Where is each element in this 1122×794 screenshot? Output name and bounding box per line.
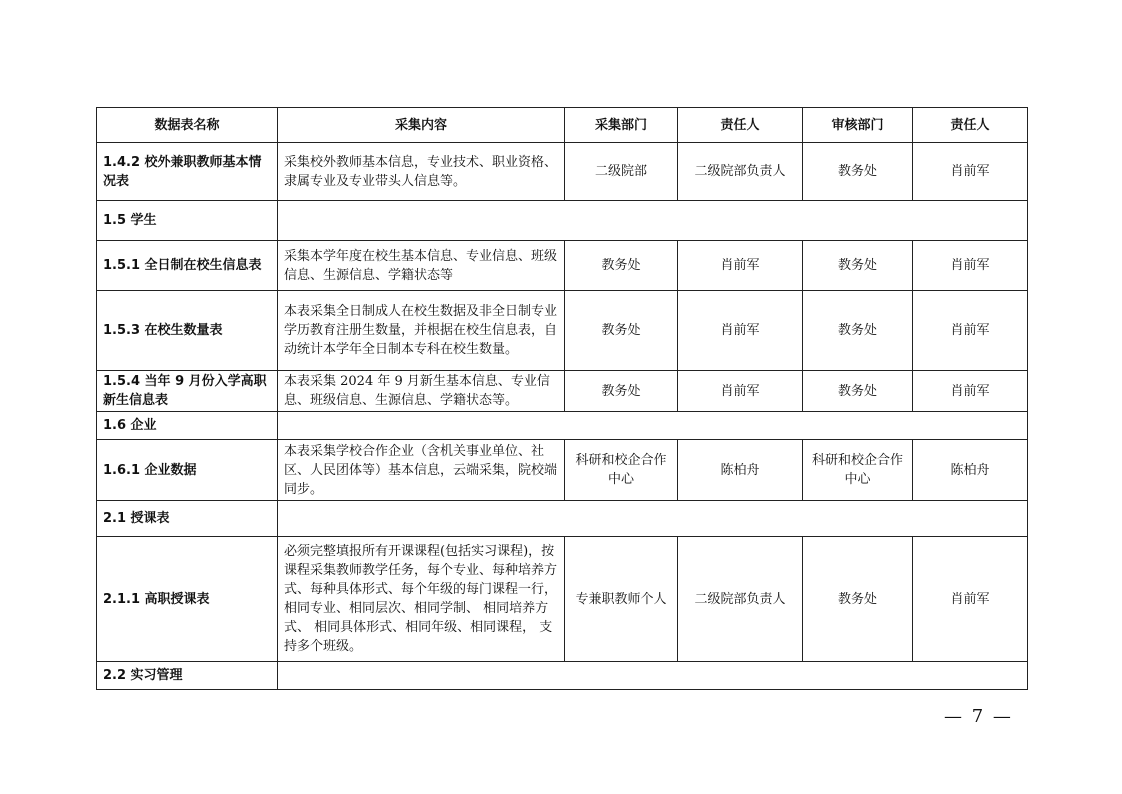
section-empty-cell [278,662,1028,690]
section-title: 1.5 学生 [97,201,278,241]
row-content: 必须完整填报所有开课课程(包括实习课程)，按课程采集教师教学任务，每个专业、每种培养方式、每种具体形式、每个年级的每门课程一行，相同专业、相同层次、相同学制、 相同培养方式、 相同具体形式、相同年级、相同课程， 支持多个班级。 [278,537,565,662]
table-row [97,440,1028,501]
section-row [97,501,1028,537]
row-name: 1.5.3 在校生数量表 [97,291,278,371]
row-name: 1.5.1 全日制在校生信息表 [97,241,278,291]
row-reviewer: 陈柏舟 [913,440,1028,501]
section-empty-cell [278,201,1028,241]
section-title: 2.2 实习管理 [97,662,278,690]
section-title: 1.6 企业 [97,412,278,440]
row-reviewer: 肖前军 [913,291,1028,371]
row-owner: 肖前军 [678,371,803,412]
row-reviewer: 肖前军 [913,241,1028,291]
row-name: 1.5.4 当年 9 月份入学高职新生信息表 [97,371,278,412]
header-content: 采集内容 [278,108,565,143]
row-collect-dept: 教务处 [565,371,678,412]
header-collect-dept: 采集部门 [565,108,678,143]
table-row [97,537,1028,662]
row-reviewer: 肖前军 [913,537,1028,662]
row-review-dept: 教务处 [803,241,913,291]
row-content: 本表采集全日制成人在校生数据及非全日制专业学历教育注册生数量，并根据在校生信息表，自动统计本学年全日制本专科在校生数量。 [278,291,565,371]
section-empty-cell [278,412,1028,440]
row-collect-dept: 二级院部 [565,143,678,201]
row-review-dept: 教务处 [803,537,913,662]
table-row [97,291,1028,371]
table-row [97,371,1028,412]
table-row [97,143,1028,201]
row-reviewer: 肖前军 [913,143,1028,201]
row-collect-dept: 教务处 [565,241,678,291]
row-name: 1.6.1 企业数据 [97,440,278,501]
row-collect-dept: 科研和校企合作中心 [565,440,678,501]
header-review-dept: 审核部门 [803,108,913,143]
header-table-name: 数据表名称 [97,108,278,143]
row-content: 本表采集 2024 年 9 月新生基本信息、专业信息、班级信息、生源信息、学籍状态等。 [278,371,565,412]
row-owner: 肖前军 [678,241,803,291]
row-collect-dept: 教务处 [565,291,678,371]
section-row [97,412,1028,440]
header-reviewer: 责任人 [913,108,1028,143]
row-review-dept: 教务处 [803,371,913,412]
row-owner: 陈柏舟 [678,440,803,501]
header-owner: 责任人 [678,108,803,143]
row-collect-dept: 专兼职教师个人 [565,537,678,662]
row-content: 采集本学年度在校生基本信息、专业信息、班级信息、生源信息、学籍状态等 [278,241,565,291]
row-owner: 二级院部负责人 [678,143,803,201]
row-content: 本表采集学校合作企业（含机关事业单位、社区、人民团体等）基本信息，云端采集，院校端同步。 [278,440,565,501]
row-review-dept: 教务处 [803,143,913,201]
section-row [97,201,1028,241]
row-review-dept: 教务处 [803,291,913,371]
section-empty-cell [278,501,1028,537]
row-name: 2.1.1 高职授课表 [97,537,278,662]
section-row [97,662,1028,690]
section-title: 2.1 授课表 [97,501,278,537]
row-content: 采集校外教师基本信息，专业技术、职业资格、隶属专业及专业带头人信息等。 [278,143,565,201]
data-collection-table [96,107,1028,690]
row-owner: 肖前军 [678,291,803,371]
table-header-row [97,108,1028,143]
row-name: 1.4.2 校外兼职教师基本情况表 [97,143,278,201]
row-review-dept: 科研和校企合作中心 [803,440,913,501]
row-owner: 二级院部负责人 [678,537,803,662]
row-reviewer: 肖前军 [913,371,1028,412]
table-row [97,241,1028,291]
page-number: — 7 — [944,706,1013,727]
